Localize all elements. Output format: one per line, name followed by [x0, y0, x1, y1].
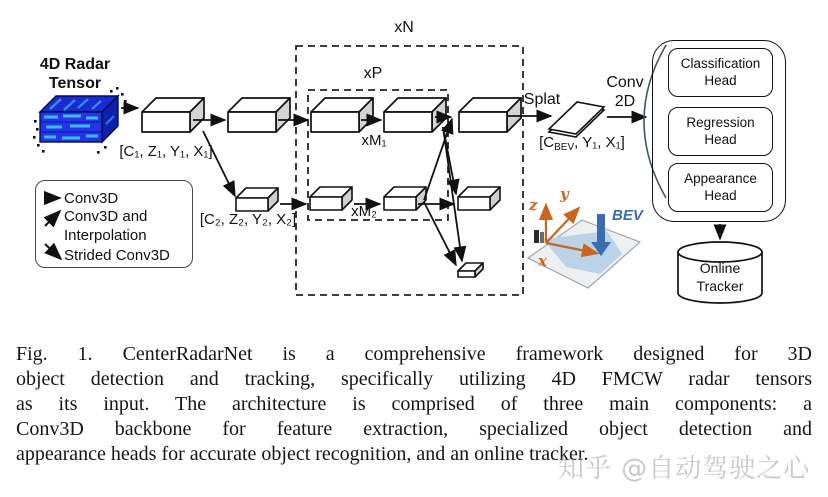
dims2-label: [C₂, Z₂, Y₂, X₂]	[199, 211, 297, 228]
caption-line: Conv3D backbone for feature extraction, specialized object detection and	[16, 418, 812, 440]
xn-label: xN	[394, 19, 414, 36]
radar-tensor-label: 4D Radar Tensor	[39, 56, 111, 92]
bev-label: BEV	[612, 207, 643, 224]
xm2-label: xM₂	[351, 203, 377, 220]
conv-block	[311, 98, 373, 132]
axis-y-label: y	[560, 185, 569, 203]
conv-blocks-row1	[142, 98, 521, 132]
xm1-label: xM₁	[361, 132, 387, 149]
axis-x-label: x	[538, 252, 547, 270]
caption-line: as its input. The architecture is comprised of three main components: a	[16, 393, 812, 415]
conv-block	[458, 187, 500, 210]
appearance-head-box: Appearance Head	[668, 163, 773, 212]
conv-blocks-row2	[236, 187, 500, 277]
legend-item-strided: Strided Conv3D	[64, 247, 170, 264]
caption-line: appearance heads for accurate object recognition, and an online tracker.	[16, 443, 589, 465]
splat-label: Splat	[523, 91, 561, 108]
xp-label: xP	[363, 65, 383, 82]
watermark: 知乎 @自动驾驶之心	[558, 454, 811, 484]
sensor-icon	[534, 230, 539, 243]
dims1-label: [C₁, Z₁, Y₁, X₁]	[119, 143, 213, 160]
axis-z-label: z	[529, 196, 538, 214]
caption-line: object detection and tracking, specifically utilizing 4D FMCW radar tensors	[16, 368, 812, 390]
radar-tensor-graphic	[33, 87, 127, 154]
conv2d-label: Conv 2D	[606, 74, 644, 110]
conv-block	[228, 98, 290, 132]
conv-block	[384, 187, 426, 210]
classification-head-box: Classification Head	[668, 48, 773, 97]
conv-block	[142, 98, 204, 132]
bev-dims-label: [$C_{BEV}$, Y₁, X₁]	[539, 134, 625, 153]
conv-block	[459, 98, 521, 132]
online-tracker-label: Online Tracker	[696, 260, 744, 295]
conv-block	[236, 188, 278, 211]
caption-line: Fig. 1. CenterRadarNet is a comprehensive framework designed for 3D	[16, 343, 812, 365]
legend-item-conv3d: Conv3D	[64, 190, 119, 207]
dashed-region-xN	[296, 46, 523, 295]
regression-head-box: Regression Head	[668, 107, 773, 156]
conv-block-small	[458, 263, 483, 277]
conv-block	[384, 98, 446, 132]
legend-item-interpolation: Conv3D and Interpolation	[64, 208, 148, 244]
